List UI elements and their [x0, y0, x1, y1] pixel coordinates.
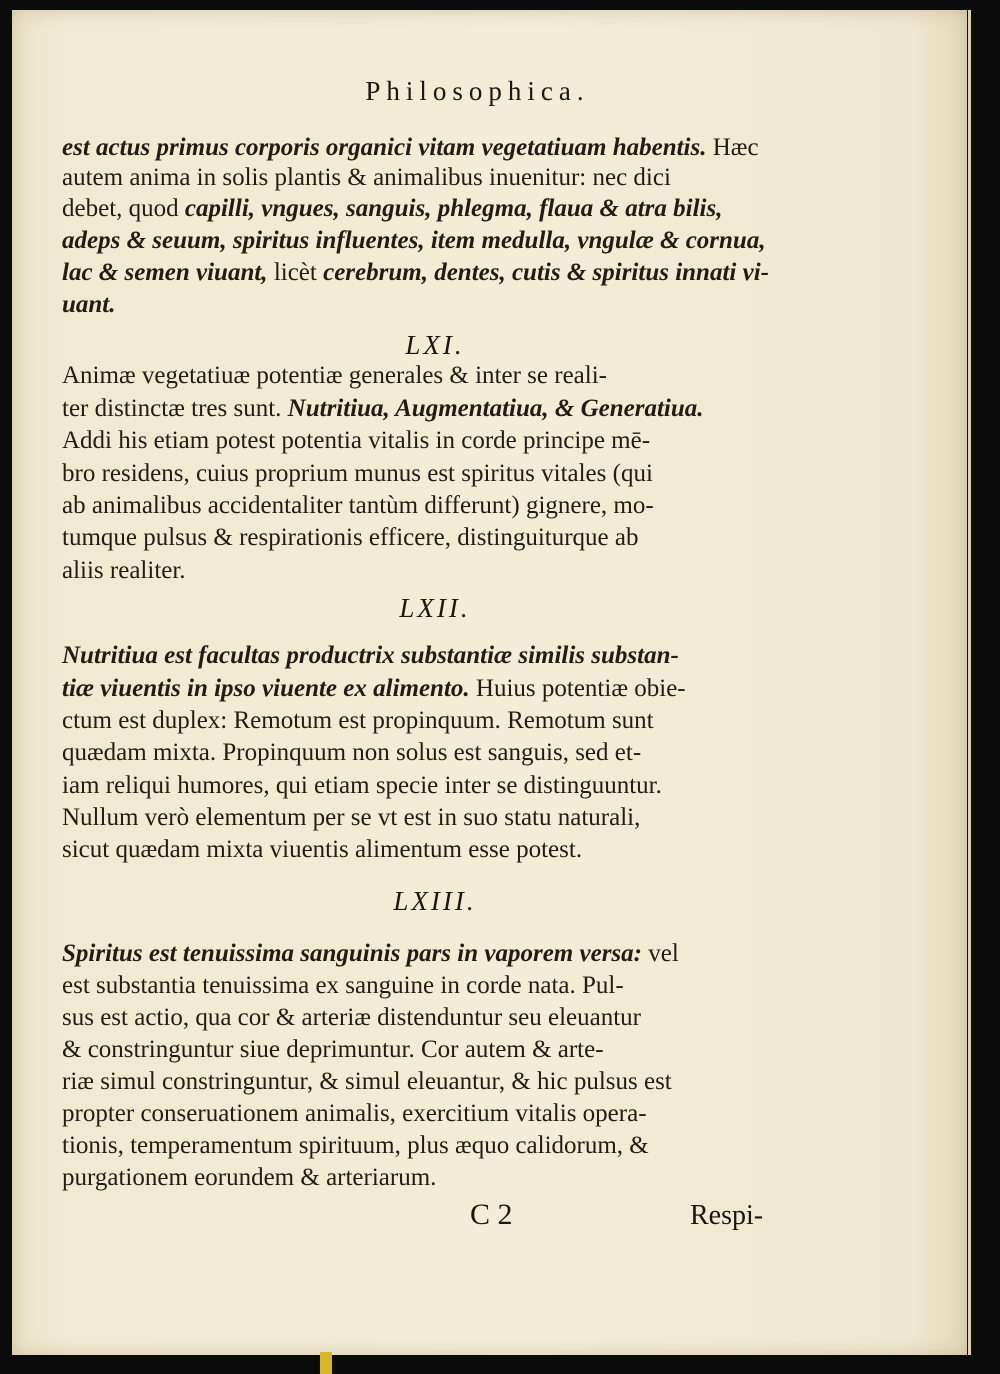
roman-span: quædam mixta. Propinquum non solus est sanguis, sed et- — [62, 739, 642, 766]
bookmark-ribbon — [320, 1352, 332, 1374]
text-line — [62, 737, 802, 769]
roman-span: est substantia tenuissima ex sanguine in corde nata. Pul- — [62, 972, 624, 999]
catchword: Respi- — [690, 1200, 764, 1231]
roman-span: aliis realiter. — [62, 557, 186, 584]
roman-span: propter conseruationem animalis, exercitium vitalis opera- — [62, 1100, 647, 1127]
italic-span: adeps & seuum, spiritus influentes, item medulla, vngulæ & cornua, — [62, 227, 766, 254]
text-line — [62, 1034, 802, 1066]
roman-span: ab animalibus accidentaliter tantùm differunt) gignere, mo- — [62, 492, 654, 519]
text-line — [62, 289, 802, 321]
italic-span: uant. — [62, 291, 116, 318]
text-line — [62, 162, 802, 194]
text-line — [62, 193, 802, 225]
roman-span: Nullum verò elementum per se vt est in suo statu naturali, — [62, 804, 641, 831]
text-line — [62, 257, 802, 289]
signature-mark: C 2 — [470, 1198, 513, 1231]
text-line — [62, 490, 802, 522]
roman-span: bro residens, cuius proprium munus est spiritus vitales (qui — [62, 460, 653, 487]
text-line — [62, 225, 802, 257]
text-line — [62, 705, 802, 737]
text-line — [62, 458, 802, 490]
text-line — [62, 770, 802, 802]
page-edge — [968, 10, 971, 1355]
roman-span: tumque pulsus & respirationis efficere, distinguiturque ab — [62, 524, 639, 551]
italic-span: tiæ viuentis in ipso viuente ex alimento. — [62, 675, 470, 702]
section-number-62: LXII. — [399, 593, 471, 623]
text-line — [62, 1130, 802, 1162]
text-line — [62, 522, 802, 554]
text-line — [62, 1098, 802, 1130]
text-line — [62, 640, 802, 672]
roman-span: Addi his etiam potest potentia vitalis in corde principe mē- — [62, 427, 651, 454]
text-line — [62, 673, 802, 705]
roman-span: vel — [641, 940, 679, 967]
running-head: Philosophica. — [365, 76, 590, 106]
text-line — [62, 938, 802, 970]
roman-span: riæ simul constringuntur, & simul eleuantur, & hic pulsus est — [62, 1068, 672, 1095]
section-number-63: LXIII. — [393, 886, 477, 916]
text-line — [62, 555, 802, 587]
italic-span: capilli, vngues, sanguis, phlegma, flaua & atra bilis, — [184, 195, 723, 222]
italic-span: lac & semen viuant, — [62, 259, 268, 286]
roman-span: sicut quædam mixta viuentis alimentum esse potest. — [62, 836, 583, 863]
italic-span: cerebrum, dentes, cutis & spiritus innati vi- — [323, 259, 769, 286]
roman-span: Huius potentiæ obie- — [469, 675, 686, 702]
roman-span: tionis, temperamentum spirituum, plus æquo calidorum, & — [62, 1132, 649, 1159]
italic-span: Nutritiua est facultas productrix substantiæ similis substan- — [62, 642, 679, 669]
text-line — [62, 425, 802, 457]
text-line — [62, 360, 802, 392]
roman-span: autem anima in solis plantis & animalibus inuenitur: nec dici — [62, 164, 671, 191]
roman-span: ter distinctæ tres sunt. — [62, 395, 288, 422]
roman-span: Animæ vegetatiuæ potentiæ generales & inter se reali- — [62, 362, 607, 389]
text-line — [62, 1066, 802, 1098]
text-line — [62, 1162, 802, 1194]
roman-span: iam reliqui humores, qui etiam specie inter se distinguuntur. — [62, 772, 662, 799]
text-line — [62, 802, 802, 834]
roman-span: sus est actio, qua cor & arteriæ distenduntur seu eleuantur — [62, 1004, 642, 1031]
text-line — [62, 834, 802, 866]
text-line — [62, 393, 802, 425]
roman-span: purgationem eorundem & arteriarum. — [62, 1164, 437, 1191]
roman-span: Hæc — [706, 134, 759, 161]
italic-span: Spiritus est tenuissima sanguinis pars in vaporem versa: — [62, 940, 642, 967]
italic-span: Nutritiua, Augmentatiua, & Generatiua. — [287, 395, 704, 422]
roman-span: ctum est duplex: Remotum est propinquum. Remotum sunt — [62, 707, 654, 734]
text-line — [62, 970, 802, 1002]
roman-span: licèt — [267, 259, 324, 286]
roman-span: debet, quod — [62, 195, 185, 222]
text-line — [62, 132, 802, 164]
roman-span: & constringuntur siue deprimuntur. Cor autem & arte- — [62, 1036, 604, 1063]
text-line — [62, 1002, 802, 1034]
section-number-61: LXI. — [405, 330, 465, 360]
italic-span: est actus primus corporis organici vitam vegetatiuam habentis. — [62, 134, 707, 161]
